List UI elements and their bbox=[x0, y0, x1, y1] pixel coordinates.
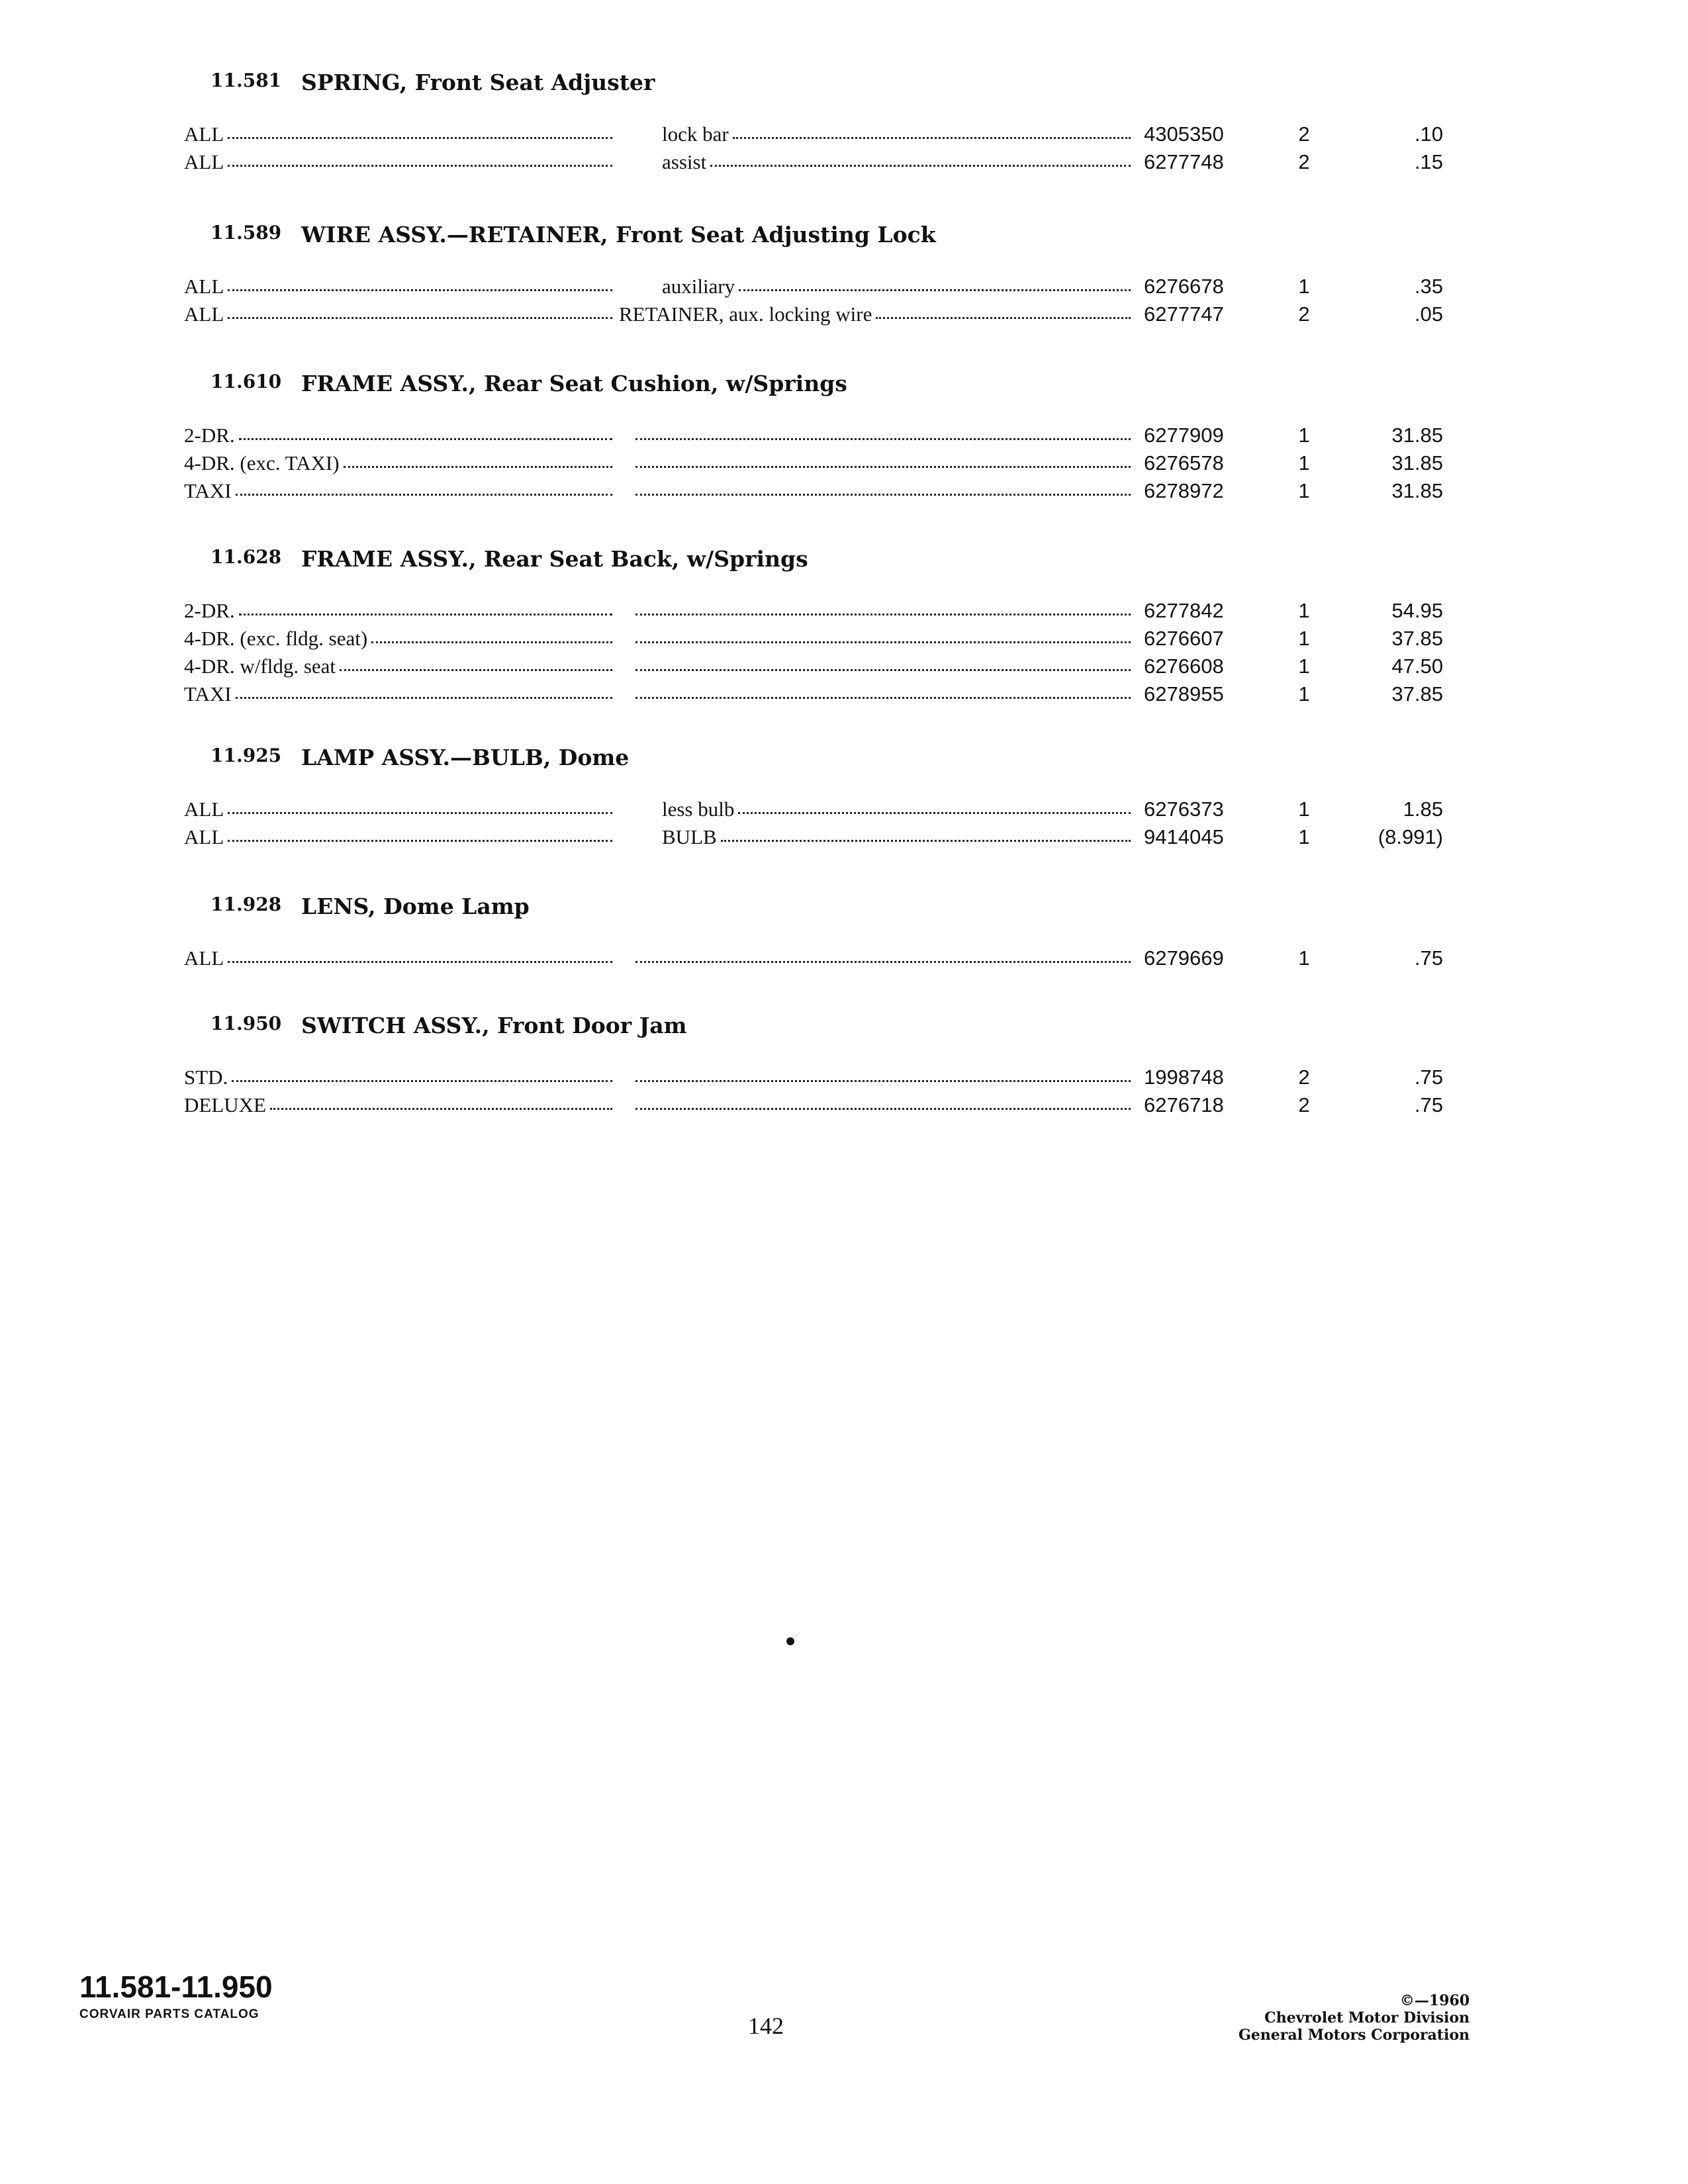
dot-leader bbox=[239, 614, 612, 615]
part-number-cell: 6276718 bbox=[1144, 1093, 1224, 1116]
part-number-cell: 6276678 bbox=[1144, 275, 1224, 298]
model-cell: 2-DR. bbox=[184, 424, 235, 447]
dot-leader bbox=[635, 669, 1131, 671]
model-cell: 2-DR. bbox=[184, 599, 235, 622]
model-cell: ALL bbox=[184, 122, 224, 146]
dot-leader bbox=[738, 812, 1131, 814]
quantity-cell: 2 bbox=[1298, 122, 1310, 146]
quantity-cell: 2 bbox=[1298, 1066, 1310, 1089]
description-cell: assist bbox=[662, 150, 707, 173]
dot-leader bbox=[635, 614, 1131, 615]
dot-leader bbox=[270, 1108, 612, 1110]
quantity-cell: 1 bbox=[1298, 797, 1310, 821]
section-heading bbox=[172, 546, 1410, 575]
catalog-section bbox=[172, 69, 1443, 178]
section-number: 11.925 bbox=[211, 745, 282, 766]
part-number-cell: 4305350 bbox=[1144, 122, 1224, 146]
description-cell: BULB bbox=[662, 825, 717, 848]
part-number-cell: 9414045 bbox=[1144, 825, 1224, 848]
table-row bbox=[172, 599, 1443, 627]
quantity-cell: 1 bbox=[1298, 655, 1310, 678]
dot-leader bbox=[228, 137, 612, 139]
price-cell: .35 bbox=[1414, 275, 1443, 298]
section-number: 11.581 bbox=[211, 69, 282, 91]
dot-leader bbox=[721, 840, 1131, 842]
table-row bbox=[172, 825, 1443, 853]
table-row bbox=[172, 302, 1443, 330]
corporation-line: General Motors Corporation bbox=[1238, 2026, 1470, 2044]
table-row bbox=[172, 682, 1443, 710]
price-cell: 1.85 bbox=[1403, 797, 1443, 821]
section-title: FRAME ASSY., Rear Seat Back, w/Springs bbox=[301, 546, 808, 572]
section-rows bbox=[172, 599, 1443, 710]
division-line: Chevrolet Motor Division bbox=[1264, 2009, 1470, 2026]
model-cell: TAXI bbox=[184, 682, 232, 705]
table-row bbox=[172, 424, 1443, 451]
price-cell: .05 bbox=[1414, 302, 1443, 326]
dot-leader bbox=[228, 812, 612, 814]
section-title: LAMP ASSY.—BULB, Dome bbox=[301, 745, 630, 770]
model-cell: ALL bbox=[184, 825, 224, 848]
copyright-line: ©—1960 bbox=[1399, 1992, 1470, 2009]
part-number-cell: 6278972 bbox=[1144, 479, 1224, 502]
price-cell: (8.991) bbox=[1378, 825, 1443, 848]
price-cell: 54.95 bbox=[1391, 599, 1443, 622]
model-cell: ALL bbox=[184, 946, 224, 970]
dot-leader bbox=[228, 840, 612, 842]
quantity-cell: 1 bbox=[1298, 599, 1310, 622]
catalog-section bbox=[172, 546, 1443, 710]
dot-leader bbox=[635, 1080, 1131, 1082]
dot-leader bbox=[635, 494, 1131, 496]
part-number-cell: 6277748 bbox=[1144, 150, 1224, 173]
table-row bbox=[172, 150, 1443, 178]
section-rows bbox=[172, 797, 1443, 853]
catalog-section bbox=[172, 222, 1443, 330]
part-number-cell: 6276607 bbox=[1144, 627, 1224, 650]
catalog-section bbox=[172, 1013, 1443, 1121]
part-number-cell: 6277747 bbox=[1144, 302, 1224, 326]
price-cell: 31.85 bbox=[1391, 451, 1443, 475]
dot-leader bbox=[344, 466, 612, 468]
section-number: 11.628 bbox=[211, 546, 282, 568]
table-row bbox=[172, 627, 1443, 655]
section-title: LENS, Dome Lamp bbox=[301, 893, 530, 919]
footer-left bbox=[79, 1969, 273, 2022]
part-number-cell: 6276608 bbox=[1144, 655, 1224, 678]
page-number: 142 bbox=[748, 2013, 784, 2039]
model-cell: TAXI bbox=[184, 479, 232, 502]
footer-catalog-name: CORVAIR PARTS CATALOG bbox=[79, 2007, 259, 2021]
quantity-cell: 1 bbox=[1298, 451, 1310, 475]
quantity-cell: 1 bbox=[1298, 275, 1310, 298]
dot-leader bbox=[635, 697, 1131, 699]
dot-leader bbox=[228, 289, 612, 291]
table-row bbox=[172, 655, 1443, 682]
catalog-section bbox=[172, 371, 1443, 507]
table-row bbox=[172, 946, 1443, 974]
part-number-cell: 6276373 bbox=[1144, 797, 1224, 821]
dot-leader bbox=[236, 697, 612, 699]
part-number-cell: 1998748 bbox=[1144, 1066, 1224, 1089]
table-row bbox=[172, 275, 1443, 302]
model-cell: 4-DR. (exc. TAXI) bbox=[184, 451, 340, 475]
dot-leader bbox=[228, 165, 612, 167]
quantity-cell: 1 bbox=[1298, 946, 1310, 970]
quantity-cell: 2 bbox=[1298, 302, 1310, 326]
quantity-cell: 1 bbox=[1298, 825, 1310, 848]
section-heading bbox=[172, 893, 1410, 923]
section-number: 11.950 bbox=[211, 1013, 282, 1034]
section-title: SPRING, Front Seat Adjuster bbox=[301, 69, 655, 95]
part-number-cell: 6279669 bbox=[1144, 946, 1224, 970]
part-number-cell: 6276578 bbox=[1144, 451, 1224, 475]
price-cell: 31.85 bbox=[1391, 424, 1443, 447]
section-rows bbox=[172, 1066, 1443, 1121]
section-rows bbox=[172, 275, 1443, 330]
section-number: 11.589 bbox=[211, 222, 282, 244]
dot-leader bbox=[635, 438, 1131, 440]
part-number-cell: 6277842 bbox=[1144, 599, 1224, 622]
dot-leader bbox=[635, 466, 1131, 468]
table-row bbox=[172, 479, 1443, 507]
model-cell: ALL bbox=[184, 275, 224, 298]
price-cell: 37.85 bbox=[1391, 627, 1443, 650]
dot-leader bbox=[635, 641, 1131, 643]
model-cell: ALL bbox=[184, 797, 224, 821]
dot-leader bbox=[710, 165, 1131, 167]
description-cell: RETAINER, aux. locking wire bbox=[619, 302, 872, 326]
quantity-cell: 1 bbox=[1298, 424, 1310, 447]
catalog-section bbox=[172, 745, 1443, 853]
section-number: 11.610 bbox=[211, 371, 282, 392]
dot-leader bbox=[635, 961, 1131, 963]
description-cell: less bulb bbox=[662, 797, 735, 821]
quantity-cell: 1 bbox=[1298, 479, 1310, 502]
dot-leader bbox=[340, 669, 612, 671]
price-cell: .75 bbox=[1414, 1093, 1443, 1116]
section-heading bbox=[172, 222, 1410, 251]
dot-leader bbox=[228, 961, 612, 963]
section-number: 11.928 bbox=[211, 893, 282, 915]
table-row bbox=[172, 797, 1443, 825]
dot-leader bbox=[232, 1080, 612, 1082]
section-rows bbox=[172, 424, 1443, 507]
dot-leader bbox=[236, 494, 612, 496]
model-cell: DELUXE bbox=[184, 1093, 266, 1116]
model-cell: ALL bbox=[184, 150, 224, 173]
model-cell: STD. bbox=[184, 1066, 228, 1089]
dot-leader bbox=[739, 289, 1131, 291]
quantity-cell: 2 bbox=[1298, 1093, 1310, 1116]
section-heading bbox=[172, 745, 1410, 774]
dot-leader bbox=[635, 1108, 1131, 1110]
footer-right bbox=[1239, 1992, 1470, 2044]
price-cell: 37.85 bbox=[1391, 682, 1443, 705]
table-row bbox=[172, 122, 1443, 150]
price-cell: .75 bbox=[1414, 946, 1443, 970]
quantity-cell: 2 bbox=[1298, 150, 1310, 173]
model-cell: 4-DR. (exc. fldg. seat) bbox=[184, 627, 368, 650]
description-cell: auxiliary bbox=[662, 275, 735, 298]
section-rows bbox=[172, 122, 1443, 178]
section-title: FRAME ASSY., Rear Seat Cushion, w/Springs bbox=[301, 371, 847, 396]
table-row bbox=[172, 451, 1443, 479]
dot-leader bbox=[733, 137, 1131, 139]
ink-speck bbox=[786, 1637, 794, 1645]
quantity-cell: 1 bbox=[1298, 682, 1310, 705]
footer-range: 11.581-11.950 bbox=[79, 1970, 273, 2004]
dot-leader bbox=[876, 317, 1131, 319]
price-cell: 31.85 bbox=[1391, 479, 1443, 502]
description-cell: lock bar bbox=[662, 122, 729, 146]
section-heading bbox=[172, 69, 1410, 99]
section-title: SWITCH ASSY., Front Door Jam bbox=[301, 1013, 687, 1038]
section-title: WIRE ASSY.—RETAINER, Front Seat Adjusting Lock bbox=[301, 222, 936, 248]
dot-leader bbox=[371, 641, 612, 643]
section-heading bbox=[172, 371, 1410, 400]
section-heading bbox=[172, 1013, 1410, 1042]
model-cell: 4-DR. w/fldg. seat bbox=[184, 655, 336, 678]
table-row bbox=[172, 1066, 1443, 1093]
price-cell: .75 bbox=[1414, 1066, 1443, 1089]
dot-leader bbox=[239, 438, 612, 440]
dot-leader bbox=[228, 317, 612, 319]
price-cell: .15 bbox=[1414, 150, 1443, 173]
section-rows bbox=[172, 946, 1443, 974]
price-cell: 47.50 bbox=[1391, 655, 1443, 678]
model-cell: ALL bbox=[184, 302, 224, 326]
part-number-cell: 6278955 bbox=[1144, 682, 1224, 705]
catalog-section bbox=[172, 893, 1443, 974]
part-number-cell: 6277909 bbox=[1144, 424, 1224, 447]
table-row bbox=[172, 1093, 1443, 1121]
price-cell: .10 bbox=[1414, 122, 1443, 146]
quantity-cell: 1 bbox=[1298, 627, 1310, 650]
